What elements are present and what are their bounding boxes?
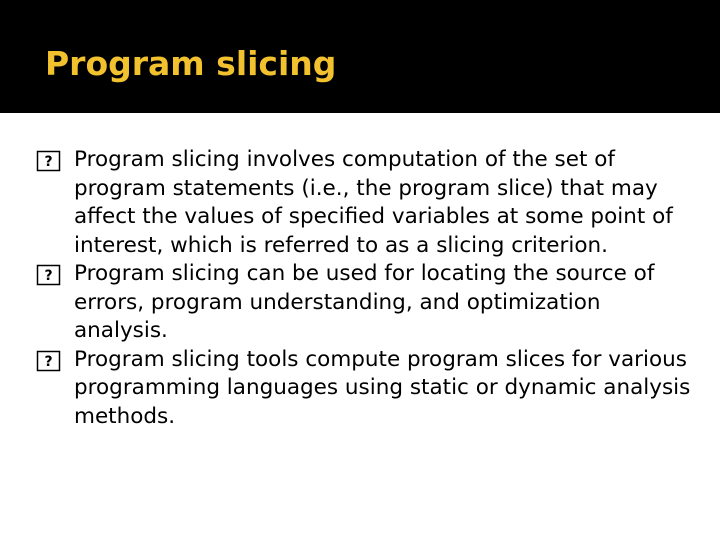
bullet-item-2 <box>36 260 696 346</box>
svg-text:?: ? <box>44 268 53 284</box>
bullet-list <box>36 146 696 431</box>
replacement-char-box-icon <box>36 150 61 172</box>
bullet-item-1 <box>36 146 696 260</box>
bullet-item-3 <box>36 346 696 432</box>
replacement-char-box-icon <box>36 350 61 372</box>
bullet-text-2: Program slicing can be used for locating the source of errors, program understanding, and optimization analysis. <box>74 261 655 343</box>
replacement-char-box-icon <box>36 264 61 286</box>
svg-text:?: ? <box>44 353 53 370</box>
svg-text:?: ? <box>44 154 53 170</box>
slide-title: Program slicing <box>45 44 337 83</box>
bullet-text-3: Program slicing tools compute program slices for various programming languages using static or dynamic analysis methods. <box>74 346 691 429</box>
bullet-text-1: Program slicing involves computation of the set of program statements (i.e., the program slice) that may affect the values of specified variables at some point of interest, which is referred to as a slicing criterion. <box>74 147 673 258</box>
title-bar <box>0 0 720 113</box>
